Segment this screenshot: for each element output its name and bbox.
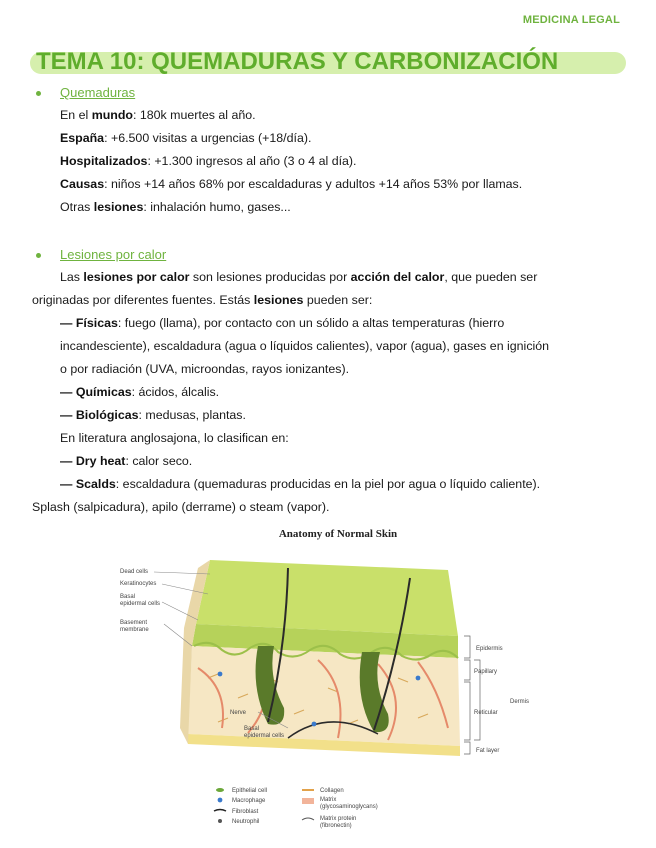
line-hospitalizados: Hospitalizados: +1.300 ingresos al año (3 o 4 al día). xyxy=(60,154,357,168)
label-membrane: membrane xyxy=(120,627,149,633)
section-header: MEDICINA LEGAL xyxy=(522,14,620,26)
line-fisicas-3: o por radiación (UVA, microondas, rayos ionizantes). xyxy=(60,362,350,376)
label-fat-layer: Fat layer xyxy=(476,748,500,754)
legend-macrophage: Macrophage xyxy=(232,798,266,804)
title-block xyxy=(30,48,626,76)
bullet-quemaduras xyxy=(34,82,624,104)
label-dermis: Dermis xyxy=(510,699,529,705)
section-heading-lesiones: Lesiones por calor xyxy=(60,247,167,262)
line-dry-heat: — Dry heat: calor seco. xyxy=(60,454,193,468)
line-mundo: En el mundo: 180k muertes al año. xyxy=(60,108,256,122)
legend-fibronectin: (fibronectin) xyxy=(320,823,352,829)
legend-neutrophil: Neutrophil xyxy=(232,819,260,825)
label-papillary: Papillary xyxy=(474,669,498,675)
legend-glycosaminoglycans: (glycosaminoglycans) xyxy=(320,804,378,810)
label-keratinocytes: Keratinocytes xyxy=(120,581,157,587)
line-scalds-1: — Scalds: escaldadura (quemaduras producidas en la piel por agua o líquido caliente). xyxy=(60,477,541,491)
line-quimicas: — Químicas: ácidos, álcalis. xyxy=(60,385,220,399)
label-epidermal-cells-bottom: epidermal cells xyxy=(244,733,285,739)
bullet-lesiones-calor xyxy=(34,244,624,266)
line-literatura: En literatura anglosajona, lo clasifican en: xyxy=(60,431,289,445)
line-espana: España: +6.500 visitas a urgencias (+18/día). xyxy=(60,131,312,145)
figure-title: Anatomy of Normal Skin xyxy=(278,528,398,540)
page-title: TEMA 10: QUEMADURAS Y CARBONIZACIÓN xyxy=(36,48,559,75)
right-brackets xyxy=(464,636,480,754)
line-otras-lesiones: Otras lesiones: inhalación humo, gases... xyxy=(60,200,291,214)
skin-diagram xyxy=(118,528,548,840)
line-intro-2: originadas por diferentes fuentes. Estás lesiones pueden ser: xyxy=(32,293,373,307)
label-basal: Basal xyxy=(120,594,136,600)
bullet-dot xyxy=(36,253,41,258)
line-fisicas-2: incandesciente), escaldadura (agua o líquidos calientes), vapor (agua), gases en ignición xyxy=(60,339,550,353)
skin-anatomy-figure xyxy=(118,528,548,840)
dermis-front xyxy=(188,646,460,746)
label-epidermal-cells: epidermal cells xyxy=(120,601,161,607)
label-basement: Basement xyxy=(120,620,148,626)
line-causas: Causas: niños +14 años 68% por escaldaduras y adultos +14 años 53% por llamas. xyxy=(60,177,523,191)
line-intro-1: Las lesiones por calor son lesiones producidas por acción del calor, que pueden ser xyxy=(60,270,538,284)
legend-matrix-protein: Matrix protein xyxy=(320,816,357,822)
legend-epithelial-cell: Epithelial cell xyxy=(232,788,268,794)
label-dead-cells: Dead cells xyxy=(120,569,149,575)
label-basal-bottom: Basal xyxy=(244,726,260,732)
line-biologicas: — Biológicas: medusas, plantas. xyxy=(60,408,246,422)
label-epidermis: Epidermis xyxy=(476,646,503,652)
epidermis-top xyxy=(196,560,458,636)
legend-matrix: Matrix xyxy=(320,797,337,803)
legend-collagen: Collagen xyxy=(320,788,344,794)
line-fisicas-1: — Físicas: fuego (llama), por contacto con un sólido a altas temperaturas (hierro xyxy=(60,316,505,330)
line-scalds-2: Splash (salpicadura), apilo (derrame) o steam (vapor). xyxy=(32,500,330,514)
label-nerve: Nerve xyxy=(230,710,247,716)
document-body xyxy=(34,82,624,519)
legend-fibroblast: Fibroblast xyxy=(232,809,259,815)
bullet-dot xyxy=(36,91,41,96)
section-heading-quemaduras: Quemaduras xyxy=(60,85,136,100)
label-reticular: Reticular xyxy=(474,710,498,716)
